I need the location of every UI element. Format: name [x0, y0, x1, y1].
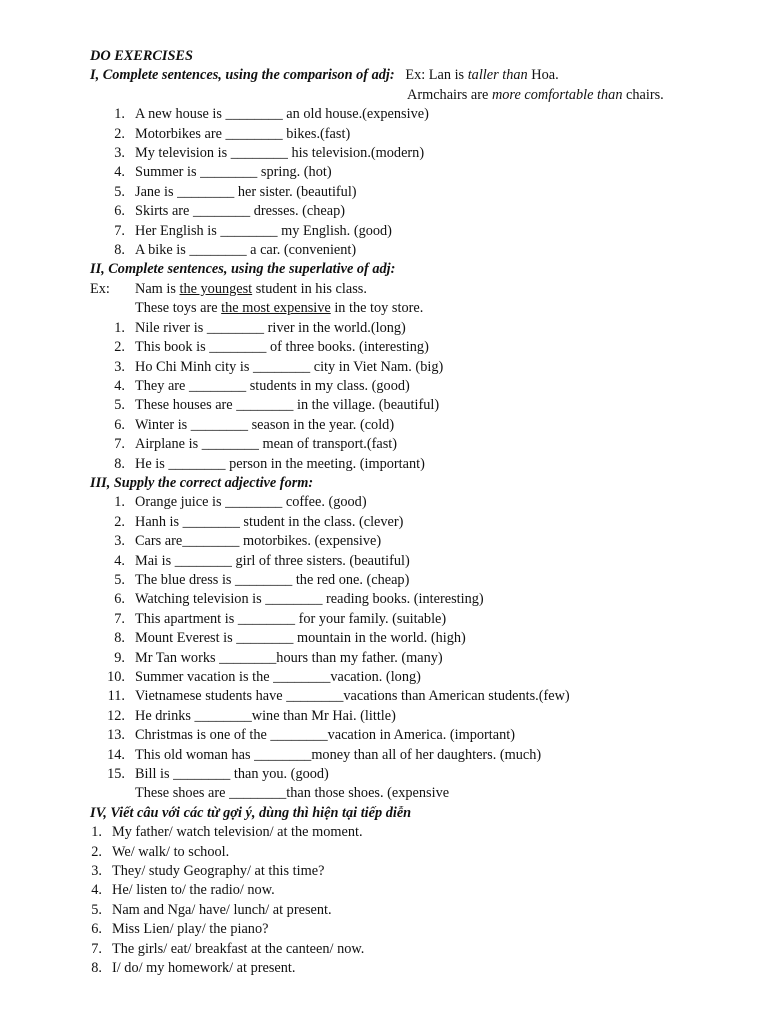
section2-ex2-underlined: the most expensive [221, 300, 331, 317]
list-item: 1. Nile river is ________ river in the world.(long) [114, 319, 406, 336]
list-item: 4. They are ________ students in my class. (good) [114, 377, 410, 394]
section2-example1: Ex: Nam is the youngest student in his class. [90, 280, 367, 297]
section2-example2: These toys are the most expensive in the toy store. [135, 300, 424, 317]
list-item: 13. Christmas is one of the ________vacation in America. (important) [107, 727, 515, 744]
list-item: 7. Airplane is ________ mean of transport.(fast) [114, 436, 398, 453]
section2-ex-label: Ex: [90, 280, 110, 297]
section3-extra: These shoes are ________than those shoes. (expensive [135, 785, 450, 802]
section1-example-em: taller than [467, 67, 528, 84]
list-item: 8. I/ do/ my homework/ at present. [91, 960, 296, 977]
list-item: 4. He/ listen to/ the radio/ now. [91, 882, 275, 899]
list-item: 5. Jane is ________ her sister. (beautiful) [114, 183, 357, 200]
list-item: 15. Bill is ________ than you. (good) [107, 766, 329, 783]
list-item: 7. This apartment is ________ for your family. (suitable) [114, 610, 447, 627]
worksheet [90, 47, 740, 979]
list-item: 6. Watching television is ________ reading books. (interesting) [114, 591, 484, 608]
list-item: 8. Mount Everest is ________ mountain in the world. (high) [114, 630, 466, 647]
list-item: 1. A new house is ________ an old house.(expensive) [114, 106, 429, 123]
list-item: 3. Cars are________ motorbikes. (expensive) [114, 533, 382, 550]
list-item: 3. My television is ________ his television.(modern) [114, 145, 425, 162]
list-item: 5. Nam and Nga/ have/ lunch/ at present. [91, 901, 332, 918]
section3-list [90, 493, 740, 784]
list-item: 12. He drinks ________wine than Mr Hai. (little) [107, 707, 396, 724]
section1-example2-prefix: Armchairs are [407, 86, 492, 103]
section1-heading: I, Complete sentences, using the comparison of adj: [90, 67, 395, 84]
list-item: 2. We/ walk/ to school. [91, 843, 230, 860]
section1-example2-suffix: chairs. [622, 86, 664, 103]
list-item: 1. My father/ watch television/ at the moment. [91, 824, 363, 841]
section1-heading-line [90, 66, 740, 85]
list-item: 1. Orange juice is ________ coffee. (good) [114, 494, 367, 511]
section1-list [90, 105, 740, 260]
section2-ex1-underlined: the youngest [179, 280, 253, 297]
list-item: 4. Mai is ________ girl of three sisters. (beautiful) [114, 552, 410, 569]
list-item: 6. Skirts are ________ dresses. (cheap) [114, 203, 346, 220]
section4-heading: IV, Viết câu với các từ gợi ý, dùng thì hiện tại tiếp diễn [90, 804, 412, 821]
list-item: 5. These houses are ________ in the village. (beautiful) [114, 397, 440, 414]
worksheet-title: DO EXERCISES [90, 48, 193, 64]
section4-list [90, 823, 740, 978]
section1-example-suffix: Hoa. [527, 67, 559, 84]
list-item: 14. This old woman has ________money than all of her daughters. (much) [107, 746, 542, 763]
list-item: 10. Summer vacation is the ________vacation. (long) [107, 669, 421, 685]
list-item: 8. A bike is ________ a car. (convenient) [114, 242, 357, 259]
list-item: 8. He is ________ person in the meeting. (important) [114, 455, 425, 472]
section1-example2-em: more comfortable than [491, 86, 623, 103]
list-item: 11. Vietnamese students have ________vacations than American students.(few) [107, 688, 570, 705]
list-item: 2. Motorbikes are ________ bikes.(fast) [114, 125, 351, 142]
section1-example2 [90, 86, 740, 105]
section2-heading: II, Complete sentences, using the superlative of adj: [90, 261, 396, 278]
list-item: 5. The blue dress is ________ the red one. (cheap) [114, 571, 410, 588]
list-item: 2. This book is ________ of three books. (interesting) [114, 339, 429, 356]
list-item: 9. Mr Tan works ________hours than my father. (many) [114, 649, 443, 666]
list-item: 7. The girls/ eat/ breakfast at the canteen/ now. [91, 940, 365, 957]
list-item: 7. Her English is ________ my English. (good) [114, 222, 392, 239]
list-item: 3. Ho Chi Minh city is ________ city in Viet Nam. (big) [114, 358, 444, 375]
section1-example-prefix: Ex: Lan is [405, 67, 468, 84]
list-item: 6. Miss Lien/ play/ the piano? [91, 921, 269, 938]
section2-list [90, 319, 740, 474]
list-item: 3. They/ study Geography/ at this time? [91, 863, 325, 880]
list-item: 2. Hanh is ________ student in the class. (clever) [114, 513, 404, 530]
list-item: 6. Winter is ________ season in the year. (cold) [114, 416, 395, 433]
section3-heading: III, Supply the correct adjective form: [90, 474, 314, 491]
list-item: 4. Summer is ________ spring. (hot) [114, 164, 332, 181]
